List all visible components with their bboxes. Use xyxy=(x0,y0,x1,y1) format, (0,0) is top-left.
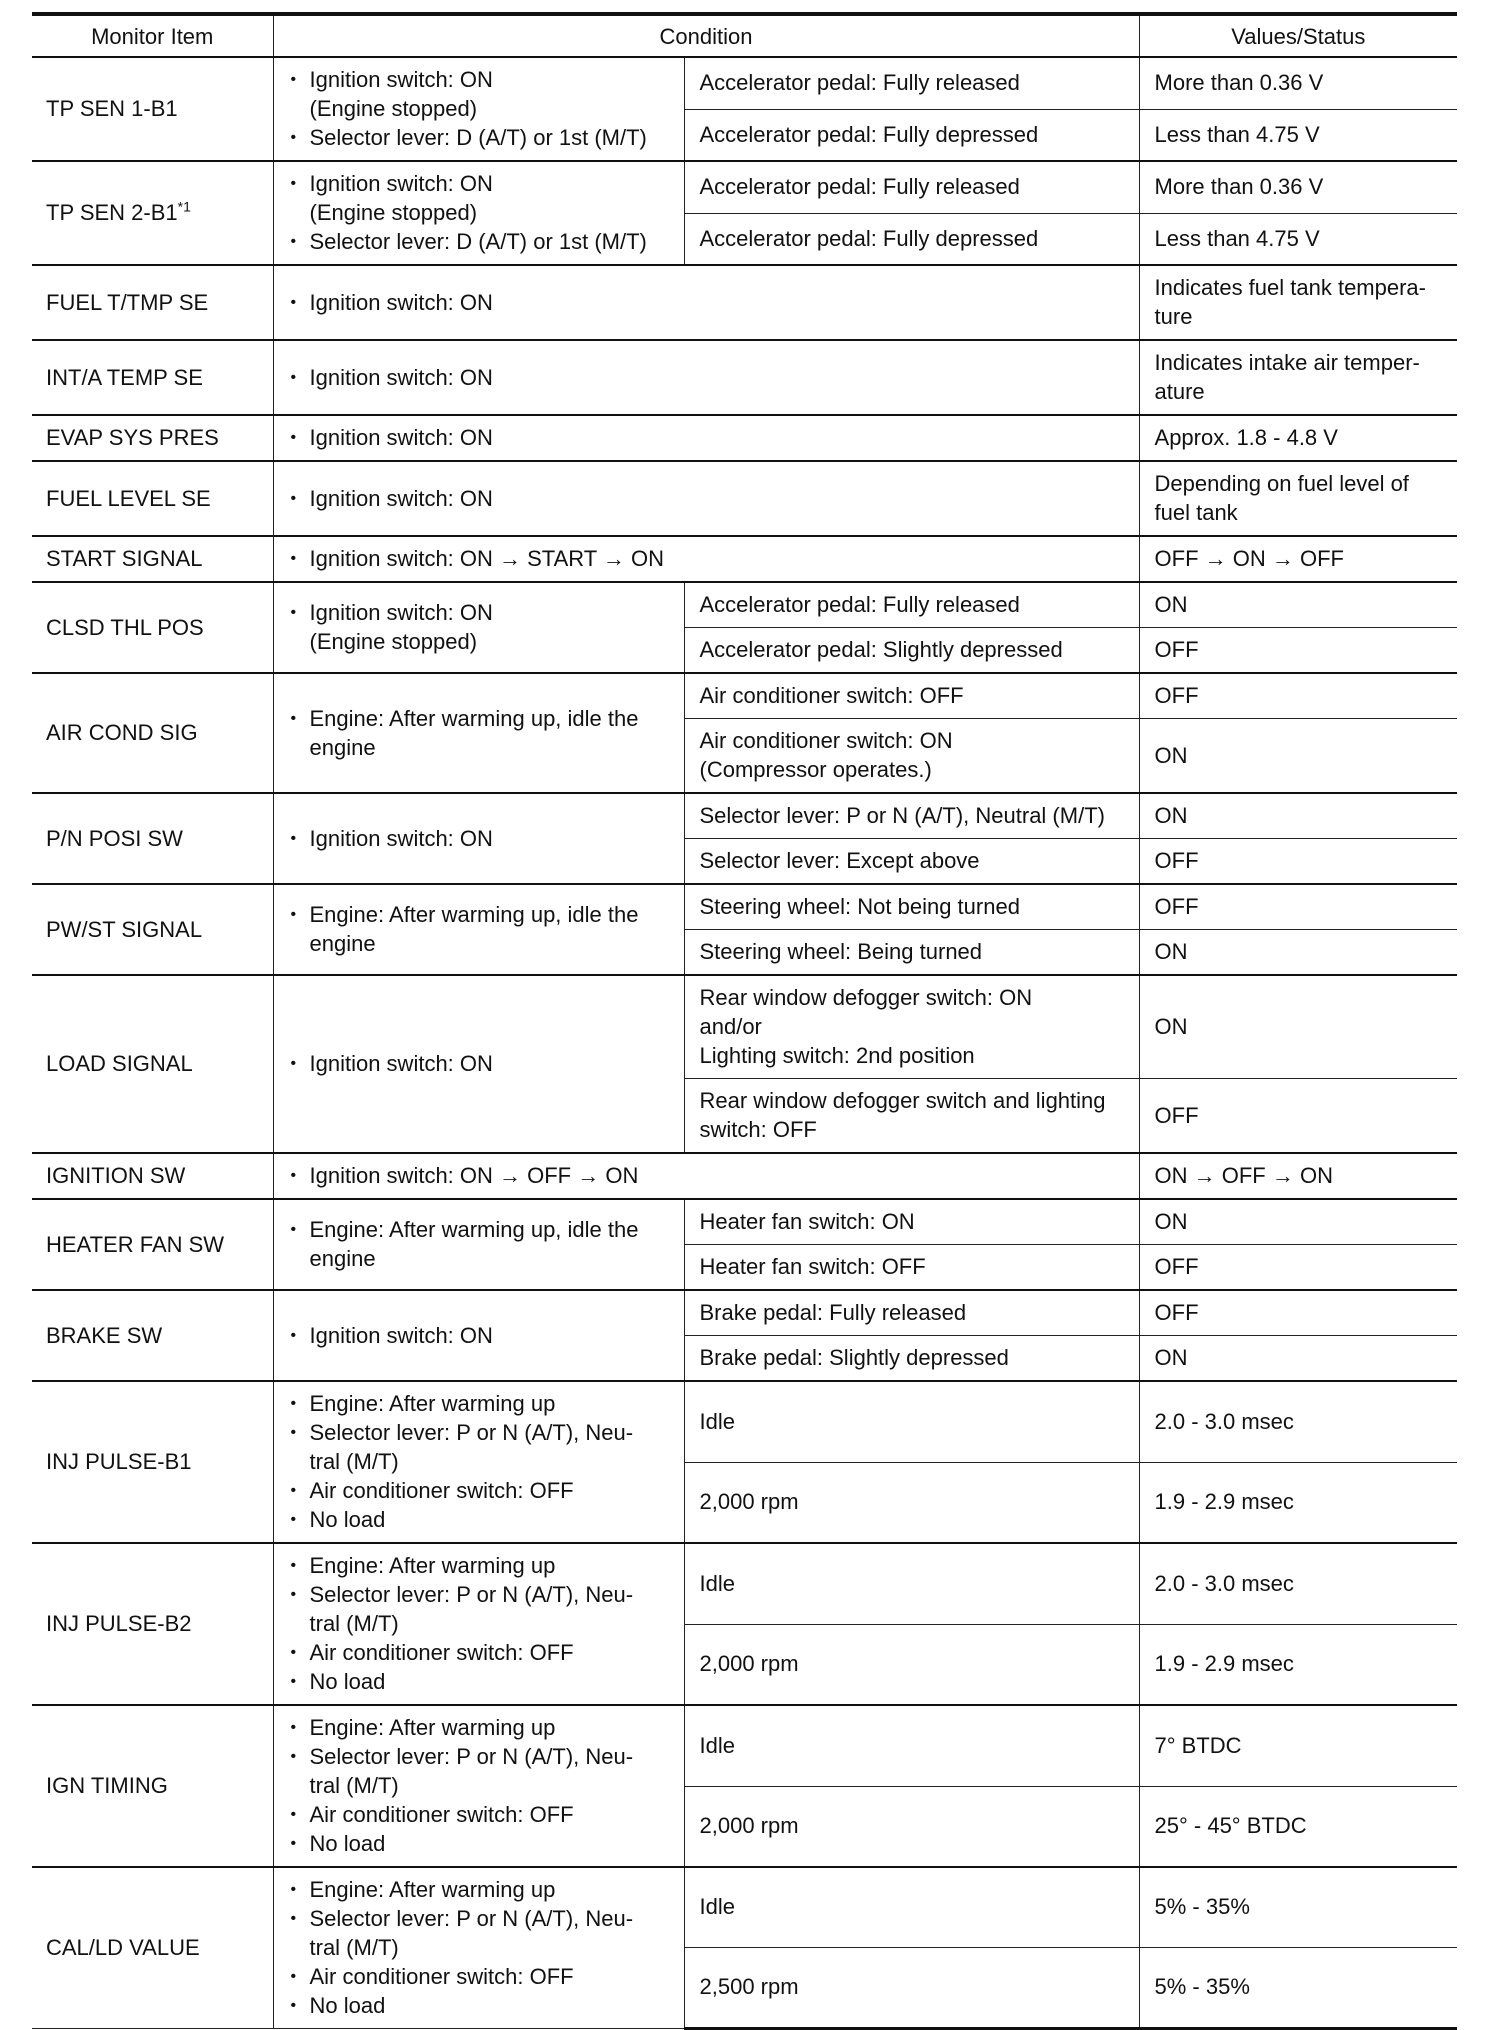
monitor-item-cell xyxy=(32,340,273,415)
condition-item xyxy=(289,544,1127,573)
value-cell xyxy=(1139,213,1457,265)
condition-list xyxy=(289,484,1127,513)
value-text: ON xyxy=(1154,592,1188,617)
sub-condition-cell xyxy=(684,57,1139,109)
condition-item xyxy=(289,423,1127,452)
value-cell xyxy=(1139,1786,1457,1867)
header-values-status: Values/Status xyxy=(1139,14,1457,57)
monitor-item-label: FUEL T/TMP SE xyxy=(46,289,209,315)
value-text: ON xyxy=(1154,939,1188,964)
sub-condition-cell xyxy=(684,1079,1139,1154)
sub-condition-text: 2,500 rpm xyxy=(699,1974,799,2000)
monitor-item-cell xyxy=(32,161,273,265)
table-row xyxy=(32,1381,1457,1462)
sub-condition-text: Steering wheel: Not being turned xyxy=(699,894,1020,919)
condition-text: Ignition switch: ON xyxy=(309,425,493,450)
condition-item xyxy=(289,1389,672,1418)
monitor-item-label: INJ PULSE-B1 xyxy=(46,1449,192,1474)
condition-text: Ignition switch: ON (Engine stopped) xyxy=(309,171,493,225)
value-text: OFF xyxy=(1154,637,1199,662)
monitor-item-label: FUEL LEVEL SE xyxy=(46,485,211,511)
condition-text: Engine: After warming up xyxy=(309,1877,556,1902)
condition-item xyxy=(289,1551,672,1580)
sub-condition-text: Steering wheel: Being turned xyxy=(699,939,983,964)
condition-item xyxy=(289,1713,672,1742)
value-cell xyxy=(1139,839,1457,885)
condition-item xyxy=(289,598,672,656)
value-cell xyxy=(1139,57,1457,109)
condition-text: Selector lever: D (A/T) or 1st (M/T) xyxy=(309,229,647,254)
monitor-item-label: CAL/LD VALUE xyxy=(46,1935,200,1960)
value-text: OFF xyxy=(1154,848,1199,873)
condition-list xyxy=(289,598,672,656)
condition-text: Engine: After warming up, idle the engine xyxy=(309,705,639,760)
table-row xyxy=(32,1705,1457,1786)
monitor-item-label: BRAKE SW xyxy=(46,1322,163,1348)
condition-list xyxy=(289,1875,672,2020)
sub-condition-text: Rear window defogger switch: ON and/or Lighting switch: 2nd position xyxy=(699,985,1033,1068)
condition-text: Selector lever: P or N (A/T), Neu- tral (M/T) xyxy=(309,1744,634,1798)
sub-condition-cell xyxy=(684,793,1139,839)
table-row xyxy=(32,536,1457,582)
sub-condition-text: Accelerator pedal: Fully released xyxy=(699,70,1020,96)
sub-condition-text: Rear window defogger switch and lighting switch: OFF xyxy=(699,1088,1106,1142)
value-text: OFF xyxy=(1154,1300,1199,1325)
condition-item xyxy=(289,288,1127,317)
sub-condition-text: Idle xyxy=(699,1732,735,1758)
condition-cell xyxy=(273,673,684,793)
condition-text: Ignition switch: ON (Engine stopped) xyxy=(309,600,493,654)
table-row xyxy=(32,265,1457,340)
value-cell xyxy=(1139,1543,1457,1624)
value-text: ON → OFF → ON xyxy=(1154,1163,1333,1188)
monitor-item-cell xyxy=(32,673,273,793)
table-row xyxy=(32,582,1457,628)
value-cell xyxy=(1139,109,1457,161)
monitor-item-cell xyxy=(32,582,273,673)
value-text: More than 0.36 V xyxy=(1154,174,1324,200)
condition-item xyxy=(289,1875,672,1904)
monitor-item-label: LOAD SIGNAL xyxy=(46,1051,193,1076)
condition-text: Ignition switch: ON xyxy=(309,485,493,511)
sub-condition-cell xyxy=(684,1381,1139,1462)
condition-text: Selector lever: D (A/T) or 1st (M/T) xyxy=(309,125,647,150)
sub-condition-text: Idle xyxy=(699,1408,735,1434)
value-text: 7° BTDC xyxy=(1154,1732,1242,1758)
condition-cell xyxy=(273,161,684,265)
value-text: 2.0 - 3.0 msec xyxy=(1154,1408,1294,1434)
condition-text: Ignition switch: ON xyxy=(309,1322,493,1348)
condition-cell xyxy=(273,340,1139,415)
sub-condition-cell xyxy=(684,1947,1139,2028)
monitor-item-label: HEATER FAN SW xyxy=(46,1231,225,1257)
monitor-item-cell xyxy=(32,1153,273,1199)
condition-item xyxy=(289,227,672,256)
condition-text: Ignition switch: ON xyxy=(309,1051,493,1076)
condition-text: Ignition switch: ON (Engine stopped) xyxy=(309,67,493,121)
table-row xyxy=(32,461,1457,536)
value-cell xyxy=(1139,1290,1457,1336)
condition-list xyxy=(289,288,1127,317)
condition-list xyxy=(289,824,672,853)
monitor-item-label: EVAP SYS PRES xyxy=(46,425,219,450)
footnote-marker: *1 xyxy=(177,198,191,215)
condition-cell xyxy=(273,1153,1139,1199)
monitor-item-cell xyxy=(32,1381,273,1543)
value-cell xyxy=(1139,930,1457,976)
sub-condition-cell xyxy=(684,1624,1139,1705)
condition-item xyxy=(289,1215,672,1273)
value-cell xyxy=(1139,1245,1457,1291)
condition-list xyxy=(289,1161,1127,1190)
value-text: 1.9 - 2.9 msec xyxy=(1154,1489,1294,1515)
condition-list xyxy=(289,1215,672,1273)
condition-list xyxy=(289,704,672,762)
sub-condition-text: Accelerator pedal: Fully depressed xyxy=(699,121,1039,147)
sub-condition-text: Idle xyxy=(699,1894,735,1920)
monitor-item-cell xyxy=(32,1705,273,1867)
value-cell xyxy=(1139,265,1457,340)
condition-text: Engine: After warming up xyxy=(309,1553,556,1578)
value-text: Indicates fuel tank tempera- ture xyxy=(1154,275,1426,329)
condition-item xyxy=(289,65,672,123)
value-text: OFF xyxy=(1154,1102,1199,1128)
condition-cell xyxy=(273,1199,684,1290)
monitor-item-cell xyxy=(32,884,273,975)
monitor-item-cell xyxy=(32,265,273,340)
table-row xyxy=(32,161,1457,213)
monitor-item-cell xyxy=(32,1867,273,2029)
table-row xyxy=(32,1543,1457,1624)
value-cell xyxy=(1139,415,1457,461)
value-cell xyxy=(1139,793,1457,839)
header-monitor-item: Monitor Item xyxy=(32,14,273,57)
condition-item xyxy=(289,1321,672,1350)
value-text: OFF xyxy=(1154,894,1199,919)
value-cell xyxy=(1139,1705,1457,1786)
value-text: OFF xyxy=(1154,1254,1199,1279)
condition-item xyxy=(289,1829,672,1858)
monitor-item-label: CLSD THL POS xyxy=(46,614,204,640)
condition-text: Air conditioner switch: OFF xyxy=(309,1964,574,1989)
sub-condition-text: Brake pedal: Fully released xyxy=(699,1300,967,1325)
sub-condition-text: Selector lever: P or N (A/T), Neutral (M/T) xyxy=(699,803,1105,828)
monitor-item-cell xyxy=(32,1543,273,1705)
monitor-item-cell xyxy=(32,57,273,161)
condition-item xyxy=(289,704,672,762)
condition-item xyxy=(289,900,672,958)
condition-cell xyxy=(273,461,1139,536)
condition-cell xyxy=(273,1867,684,2029)
value-cell xyxy=(1139,1381,1457,1462)
value-cell xyxy=(1139,1079,1457,1154)
condition-cell xyxy=(273,1543,684,1705)
value-text: ON xyxy=(1154,1014,1188,1039)
monitor-item-label: TP SEN 1-B1 xyxy=(46,96,178,121)
condition-text: Engine: After warming up, idle the engine xyxy=(309,902,639,956)
value-cell xyxy=(1139,1199,1457,1245)
table-row xyxy=(32,1153,1457,1199)
condition-item xyxy=(289,123,672,152)
value-text: OFF → ON → OFF xyxy=(1154,546,1344,571)
condition-cell xyxy=(273,1381,684,1543)
condition-text: No load xyxy=(309,1669,386,1694)
sub-condition-cell xyxy=(684,109,1139,161)
value-text: ON xyxy=(1154,803,1188,828)
monitor-item-cell xyxy=(32,461,273,536)
table-row xyxy=(32,415,1457,461)
sub-condition-cell xyxy=(684,1245,1139,1291)
monitor-item-cell xyxy=(32,1290,273,1381)
value-text: ON xyxy=(1154,1345,1188,1370)
sub-condition-text: Air conditioner switch: OFF xyxy=(699,683,964,708)
value-text: Approx. 1.8 - 4.8 V xyxy=(1154,425,1338,450)
sub-condition-text: Heater fan switch: ON xyxy=(699,1209,915,1234)
value-text: OFF xyxy=(1154,683,1199,708)
sub-condition-text: 2,000 rpm xyxy=(699,1651,799,1677)
value-cell xyxy=(1139,161,1457,213)
condition-text: No load xyxy=(309,1993,386,2018)
condition-text: No load xyxy=(309,1507,386,1532)
monitor-item-table xyxy=(32,12,1457,2030)
condition-list xyxy=(289,1321,672,1350)
condition-text: Ignition switch: ON xyxy=(309,289,493,315)
sub-condition-cell xyxy=(684,1705,1139,1786)
value-cell xyxy=(1139,582,1457,628)
monitor-item-cell xyxy=(32,793,273,884)
value-text: 5% - 35% xyxy=(1154,1894,1250,1920)
condition-text: No load xyxy=(309,1831,386,1856)
monitor-item-label: IGNITION SW xyxy=(46,1163,186,1188)
condition-list xyxy=(289,900,672,958)
condition-item xyxy=(289,1418,672,1476)
sub-condition-text: Brake pedal: Slightly depressed xyxy=(699,1345,1009,1370)
monitor-item-cell xyxy=(32,415,273,461)
condition-text: Air conditioner switch: OFF xyxy=(309,1478,574,1503)
value-text: ON xyxy=(1154,742,1188,768)
condition-cell xyxy=(273,975,684,1153)
condition-item xyxy=(289,1904,672,1962)
monitor-item-label: IGN TIMING xyxy=(46,1773,168,1798)
condition-text: Air conditioner switch: OFF xyxy=(309,1640,574,1665)
condition-item xyxy=(289,484,1127,513)
sub-condition-cell xyxy=(684,839,1139,885)
condition-item xyxy=(289,1505,672,1534)
value-text: ON xyxy=(1154,1209,1188,1234)
condition-cell xyxy=(273,1705,684,1867)
condition-item xyxy=(289,1476,672,1505)
sub-condition-text: 2,000 rpm xyxy=(699,1813,799,1839)
value-cell xyxy=(1139,1153,1457,1199)
value-cell xyxy=(1139,536,1457,582)
condition-text: Engine: After warming up xyxy=(309,1391,556,1416)
condition-item xyxy=(289,1667,672,1696)
monitor-item-cell xyxy=(32,1199,273,1290)
monitor-item-label: INJ PULSE-B2 xyxy=(46,1611,192,1636)
sub-condition-cell xyxy=(684,1462,1139,1543)
sub-condition-cell xyxy=(684,1290,1139,1336)
sub-condition-text: Heater fan switch: OFF xyxy=(699,1254,926,1279)
table-row xyxy=(32,1290,1457,1336)
condition-list xyxy=(289,169,672,256)
table-body xyxy=(32,57,1457,2029)
condition-text: Engine: After warming up, idle the engine xyxy=(309,1217,639,1271)
value-text: Depending on fuel level of fuel tank xyxy=(1154,471,1409,525)
value-cell xyxy=(1139,673,1457,719)
condition-item xyxy=(289,1991,672,2020)
table-row xyxy=(32,673,1457,719)
value-cell xyxy=(1139,884,1457,930)
value-text: Less than 4.75 V xyxy=(1154,225,1320,251)
value-text: 25° - 45° BTDC xyxy=(1154,1813,1307,1839)
condition-list xyxy=(289,65,672,152)
sub-condition-cell xyxy=(684,1336,1139,1382)
monitor-item-label: P/N POSI SW xyxy=(46,825,183,851)
condition-text: Selector lever: P or N (A/T), Neu- tral (M/T) xyxy=(309,1582,634,1636)
sub-condition-cell xyxy=(684,161,1139,213)
condition-item xyxy=(289,1638,672,1667)
condition-list xyxy=(289,544,1127,573)
sub-condition-cell xyxy=(684,213,1139,265)
condition-item xyxy=(289,1161,1127,1190)
condition-text: Air conditioner switch: OFF xyxy=(309,1802,574,1827)
table-row xyxy=(32,884,1457,930)
condition-list xyxy=(289,1713,672,1858)
condition-item xyxy=(289,169,672,227)
condition-item xyxy=(289,824,672,853)
sub-condition-text: 2,000 rpm xyxy=(699,1489,799,1515)
condition-text: Selector lever: P or N (A/T), Neu- tral (M/T) xyxy=(309,1420,634,1474)
condition-item xyxy=(289,1800,672,1829)
value-cell xyxy=(1139,461,1457,536)
condition-cell xyxy=(273,265,1139,340)
value-cell xyxy=(1139,1624,1457,1705)
sub-condition-cell xyxy=(684,582,1139,628)
monitor-item-label: START SIGNAL xyxy=(46,546,203,571)
table-row xyxy=(32,340,1457,415)
value-cell xyxy=(1139,628,1457,674)
value-cell xyxy=(1139,1867,1457,1947)
value-text: More than 0.36 V xyxy=(1154,70,1324,96)
condition-list xyxy=(289,1389,672,1534)
header-condition: Condition xyxy=(273,14,1139,57)
monitor-item-label: PW/ST SIGNAL xyxy=(46,916,203,942)
sub-condition-text: Accelerator pedal: Slightly depressed xyxy=(699,637,1063,662)
condition-cell xyxy=(273,57,684,161)
monitor-item-label: INT/A TEMP SE xyxy=(46,364,203,390)
sub-condition-text: Air conditioner switch: ON (Compressor operates.) xyxy=(699,728,953,782)
condition-cell xyxy=(273,793,684,884)
condition-item xyxy=(289,363,1127,392)
value-text: 2.0 - 3.0 msec xyxy=(1154,1570,1294,1596)
sub-condition-cell xyxy=(684,1786,1139,1867)
value-text: Indicates intake air temper- ature xyxy=(1154,350,1420,404)
table-row xyxy=(32,1199,1457,1245)
monitor-item-label: AIR COND SIG xyxy=(46,720,198,745)
monitor-item-cell xyxy=(32,975,273,1153)
sub-condition-cell xyxy=(684,1543,1139,1624)
monitor-item-cell xyxy=(32,536,273,582)
sub-condition-cell xyxy=(684,673,1139,719)
condition-cell xyxy=(273,536,1139,582)
sub-condition-cell xyxy=(684,884,1139,930)
table-row xyxy=(32,793,1457,839)
sub-condition-cell xyxy=(684,628,1139,674)
condition-item xyxy=(289,1962,672,1991)
condition-list xyxy=(289,363,1127,392)
value-cell xyxy=(1139,340,1457,415)
sub-condition-cell xyxy=(684,930,1139,976)
table-row xyxy=(32,57,1457,109)
table-row xyxy=(32,1867,1457,1947)
sub-condition-cell xyxy=(684,1199,1139,1245)
value-cell xyxy=(1139,975,1457,1079)
value-cell xyxy=(1139,1462,1457,1543)
sub-condition-text: Accelerator pedal: Fully depressed xyxy=(699,225,1039,251)
sub-condition-cell xyxy=(684,719,1139,794)
table-row xyxy=(32,975,1457,1079)
condition-text: Ignition switch: ON → OFF → ON xyxy=(309,1163,639,1188)
value-text: 5% - 35% xyxy=(1154,1974,1250,2000)
condition-cell xyxy=(273,415,1139,461)
monitor-item-label: TP SEN 2-B1 xyxy=(46,200,178,225)
sub-condition-text: Idle xyxy=(699,1570,735,1596)
condition-text: Selector lever: P or N (A/T), Neu- tral (M/T) xyxy=(309,1906,634,1960)
condition-cell xyxy=(273,582,684,673)
condition-text: Ignition switch: ON xyxy=(309,825,493,851)
condition-cell xyxy=(273,884,684,975)
condition-item xyxy=(289,1742,672,1800)
condition-text: Engine: After warming up xyxy=(309,1715,556,1740)
condition-item xyxy=(289,1049,672,1078)
condition-text: Ignition switch: ON → START → ON xyxy=(309,546,665,571)
condition-list xyxy=(289,1049,672,1078)
sub-condition-cell xyxy=(684,975,1139,1079)
value-cell xyxy=(1139,719,1457,794)
condition-list xyxy=(289,1551,672,1696)
sub-condition-text: Accelerator pedal: Fully released xyxy=(699,592,1020,617)
sub-condition-text: Accelerator pedal: Fully released xyxy=(699,174,1020,200)
value-text: 1.9 - 2.9 msec xyxy=(1154,1651,1294,1677)
value-cell xyxy=(1139,1336,1457,1382)
value-text: Less than 4.75 V xyxy=(1154,121,1320,147)
condition-item xyxy=(289,1580,672,1638)
value-cell xyxy=(1139,1947,1457,2028)
condition-cell xyxy=(273,1290,684,1381)
table-header-row xyxy=(32,14,1457,57)
condition-list xyxy=(289,423,1127,452)
sub-condition-text: Selector lever: Except above xyxy=(699,848,980,873)
sub-condition-cell xyxy=(684,1867,1139,1947)
condition-text: Ignition switch: ON xyxy=(309,364,493,390)
